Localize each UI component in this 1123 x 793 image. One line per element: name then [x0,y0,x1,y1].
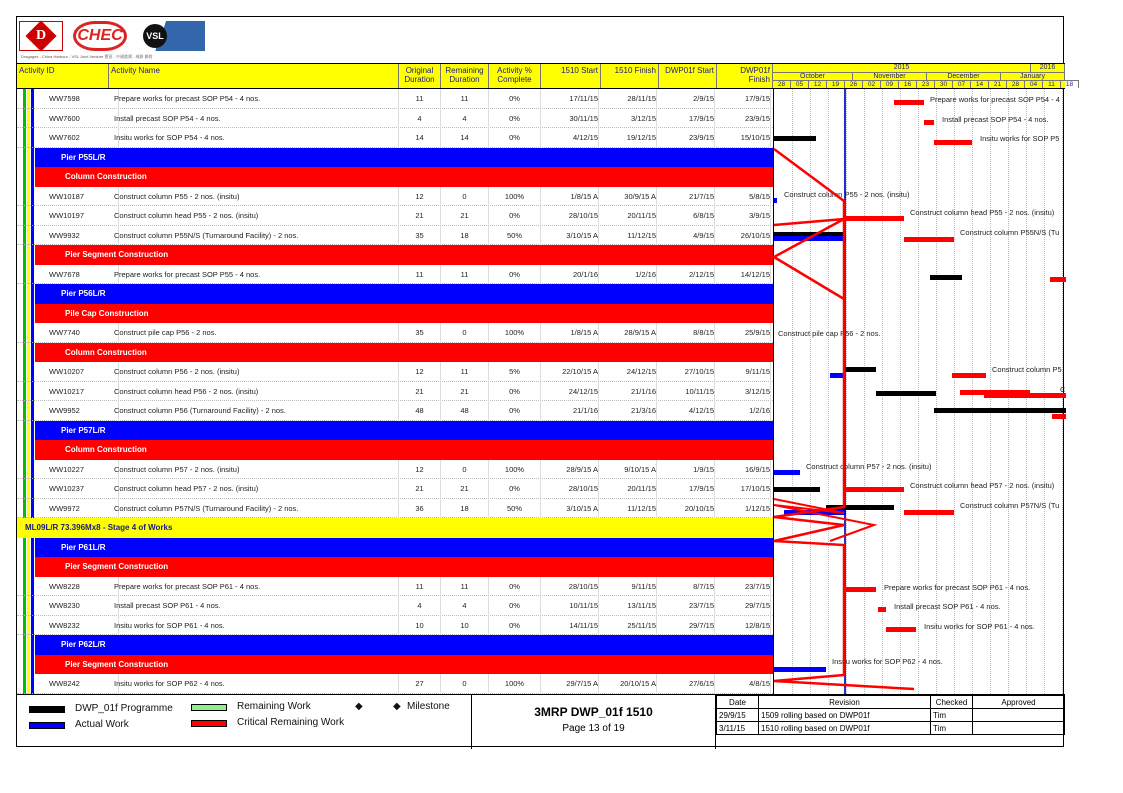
critical-swatch [191,720,227,727]
timeline-header [773,64,1074,88]
cell-rd: 4 [441,109,489,129]
cell-rd: 11 [441,577,489,597]
bar-label: Construct column P55 - 2 nos. (insitu) [784,189,910,199]
cell-s: 10/11/15 [541,596,599,616]
page-number: Page 13 of 19 [562,723,625,734]
year-label: 2015 [773,64,1031,72]
cell-id: WW9932 [39,226,119,246]
cell-id: WW9952 [39,401,119,421]
cell-f: 25/11/15 [601,616,657,636]
cell-name: Install precast SOP P61 - 4 nos. [112,596,399,616]
bar-label: Insitu works for SOP P61 - 4 nos. [924,621,1035,631]
bar-label: C [1060,384,1066,394]
week-label: 14 [971,80,989,88]
table-row[interactable] [17,128,773,148]
cell-f: 21/1/16 [601,382,657,402]
cell-id: WW7600 [39,109,119,129]
cell-rd: 48 [441,401,489,421]
cell-name: Install precast SOP P54 - 4 nos. [112,109,399,129]
cell-id: WW7598 [39,89,119,109]
table-row[interactable] [17,479,773,499]
cell-df: 14/12/15 [717,265,771,285]
cell-rd: 21 [441,206,489,226]
table-row[interactable] [17,499,773,519]
rev-checked: Tim [931,709,973,722]
table-row[interactable] [17,323,773,343]
cell-name: Prepare works for precast SOP P55 - 4 nos. [112,265,399,285]
cell-ds: 17/9/15 [659,479,715,499]
cell-rd: 0 [441,187,489,207]
cell-rd: 0 [441,674,489,694]
cell-name: Construct column head P56 - 2 nos. (insitu) [112,382,399,402]
cell-od: 11 [399,89,441,109]
stage-header[interactable]: ML09L/R 73.396Mx8 - Stage 4 of Works [17,518,773,538]
cell-df: 17/10/15 [717,479,771,499]
table-row[interactable] [17,206,773,226]
legend-footer [17,694,1065,748]
legend-programme: DWP_01f Programme [75,703,173,714]
cell-f: 20/11/15 [601,479,657,499]
progress-line [774,149,914,689]
wbs-group-header[interactable]: Pier P62L/R [35,635,773,655]
progress-line [774,499,874,541]
table-row[interactable] [17,616,773,636]
cell-od: 11 [399,577,441,597]
cell-s: 30/11/15 [541,109,599,129]
week-label: 16 [899,80,917,88]
cell-pct: 0% [489,382,541,402]
wbs-subgroup-header[interactable]: Column Construction [35,167,773,187]
cell-f: 20/10/15 A [601,674,657,694]
cell-ds: 21/7/15 [659,187,715,207]
cell-ds: 27/6/15 [659,674,715,694]
year-label: 2016 [1031,64,1065,72]
cell-s: 3/10/15 A [541,226,599,246]
cell-name: Construct column P56 - 2 nos. (insitu) [112,362,399,382]
logo-header [17,17,317,63]
timeline-area [773,89,1065,694]
bar-label: Construct column head P57 - 2 nos. (insitu) [910,481,1055,490]
cell-ds: 8/7/15 [659,577,715,597]
cell-rd: 18 [441,499,489,519]
legend-remaining: Remaining Work [237,701,311,712]
bar-label: Construct column P5 [992,365,1062,374]
table-row[interactable] [17,265,773,285]
cell-name: Construct column P57N/S (Turnaround Facility) - 2 nos. [112,499,399,519]
cell-pct: 0% [489,401,541,421]
cell-od: 21 [399,479,441,499]
week-label: 19 [827,80,845,88]
header-activity-pct[interactable]: Activity % Complete [489,64,541,88]
cell-od: 10 [399,616,441,636]
wbs-subgroup-header[interactable]: Pile Cap Construction [35,304,773,324]
cell-pct: 100% [489,674,541,694]
cell-id: WW7602 [39,128,119,148]
cell-f: 20/11/15 [601,206,657,226]
cell-pct: 0% [489,206,541,226]
cell-df: 29/7/15 [717,596,771,616]
table-row[interactable] [17,362,773,382]
rev-header-date: Date [717,696,759,709]
cell-s: 22/10/15 A [541,362,599,382]
cell-rd: 10 [441,616,489,636]
cell-ds: 10/11/15 [659,382,715,402]
cell-ds: 29/7/15 [659,616,715,636]
bar-label: Construct column P57N/S (Tu [960,500,1060,510]
cell-ds: 6/8/15 [659,206,715,226]
month-label: December [927,72,1001,80]
wbs-group-header[interactable]: Pier P61L/R [35,538,773,558]
table-row[interactable] [17,577,773,597]
bar-label: Install precast SOP P61 - 4 nos. [894,602,1001,611]
cell-pct: 5% [489,362,541,382]
cell-rd: 18 [441,226,489,246]
cell-pct: 0% [489,616,541,636]
cell-od: 35 [399,226,441,246]
cell-name: Construct column head P57 - 2 nos. (insitu) [112,479,399,499]
cell-pct: 0% [489,128,541,148]
cell-df: 26/10/15 [717,226,771,246]
cell-name: Insitu works for SOP P61 - 4 nos. [112,616,399,636]
cell-name: Construct column P55 - 2 nos. (insitu) [112,187,399,207]
cell-f: 3/12/15 [601,109,657,129]
cell-f: 28/9/15 A [601,323,657,343]
table-row[interactable] [17,226,773,246]
cell-ds: 2/12/15 [659,265,715,285]
rev-text: 1510 rolling based on DWP01f [759,722,931,735]
bar-label: Construct column head P55 - 2 nos. (insitu) [910,208,1055,217]
sheet-title: 3MRP DWP_01f 1510 [534,705,653,719]
cell-s: 21/1/16 [541,401,599,421]
table-row[interactable] [17,674,773,694]
milestone-diamond-icon: ◆ [393,701,401,712]
schedule-body [17,89,1065,694]
week-label: 18 [1061,80,1079,88]
cell-df: 5/8/15 [717,187,771,207]
cell-od: 14 [399,128,441,148]
cell-s: 28/10/15 [541,479,599,499]
cell-df: 1/2/16 [717,401,771,421]
cell-name: Construct column P56 (Turnaround Facility) - 2 nos. [112,401,399,421]
cell-f: 28/11/15 [601,89,657,109]
cell-f: 19/12/15 [601,128,657,148]
rev-approved [973,722,1065,735]
rev-date: 29/9/15 [717,709,759,722]
legend-critical: Critical Remaining Work [237,717,345,728]
cell-od: 12 [399,187,441,207]
rev-header-checked: Checked [931,696,973,709]
cell-od: 35 [399,323,441,343]
programme-swatch [29,706,65,713]
week-label: 28 [773,80,791,88]
cell-df: 12/8/15 [717,616,771,636]
rev-header-approved: Approved [973,696,1065,709]
cell-rd: 21 [441,479,489,499]
cell-pct: 0% [489,265,541,285]
cell-s: 17/11/15 [541,89,599,109]
cell-f: 13/11/15 [601,596,657,616]
bar-label: Construct column P55N/S (Tu [960,227,1060,237]
rev-checked: Tim [931,722,973,735]
cell-s: 28/10/15 [541,206,599,226]
cell-id: WW9972 [39,499,119,519]
wbs-subgroup-header[interactable]: Column Construction [35,343,773,363]
week-label: 07 [953,80,971,88]
cell-df: 25/9/15 [717,323,771,343]
cell-f: 30/9/15 A [601,187,657,207]
bar-label: Construct column P57 - 2 nos. (insitu) [806,461,932,471]
cell-ds: 1/9/15 [659,460,715,480]
cell-id: WW10217 [39,382,119,402]
cell-df: 23/7/15 [717,577,771,597]
table-row[interactable] [17,401,773,421]
month-label: October [773,72,853,80]
cell-f: 21/3/16 [601,401,657,421]
cell-pct: 100% [489,187,541,207]
cell-ds: 23/7/15 [659,596,715,616]
header-1510-start[interactable]: 1510 Start [541,64,601,88]
cell-id: WW10207 [39,362,119,382]
wbs-subgroup-header[interactable]: Pier Segment Construction [35,245,773,265]
cell-name: Prepare works for precast SOP P54 - 4 nos. [112,89,399,109]
cell-ds: 4/12/15 [659,401,715,421]
cell-df: 3/9/15 [717,206,771,226]
cell-id: WW8230 [39,596,119,616]
legend-actual: Actual Work [75,719,129,730]
bar-label: Prepare works for precast SOP P54 - 4 [930,95,1060,104]
week-label: 26 [845,80,863,88]
cell-ds: 8/8/15 [659,323,715,343]
week-label: 02 [863,80,881,88]
cell-id: WW8242 [39,674,119,694]
bar-label: Prepare works for precast SOP P61 - 4 nos. [884,582,1031,592]
cell-s: 1/8/15 A [541,323,599,343]
cell-pct: 50% [489,499,541,519]
week-label: 04 [1025,80,1043,88]
cell-ds: 27/10/15 [659,362,715,382]
dragages-logo-icon: D [19,21,63,51]
legend-milestone: Milestone [407,701,450,712]
logo-caption: Dragages - China Harbour - VSL Joint Venture 寶嘉 - 中國港灣 - 威勝 聯營 [21,54,153,59]
cell-rd: 11 [441,362,489,382]
cell-od: 36 [399,499,441,519]
cell-pct: 50% [489,226,541,246]
wbs-group-header[interactable]: Pier P57L/R [35,421,773,441]
cell-od: 48 [399,401,441,421]
header-original-duration[interactable]: Original Duration [399,64,441,88]
cell-df: 9/11/15 [717,362,771,382]
table-row[interactable] [17,596,773,616]
vsl-logo-icon: VSL [133,21,205,51]
cell-od: 27 [399,674,441,694]
wbs-subgroup-header[interactable]: Pier Segment Construction [35,655,773,675]
cell-rd: 0 [441,460,489,480]
cell-od: 12 [399,460,441,480]
week-label: 05 [791,80,809,88]
week-label: 11 [1043,80,1061,88]
week-label: 23 [917,80,935,88]
header-remaining-duration[interactable]: Remaining Duration [441,64,489,88]
cell-name: Construct column P57 - 2 nos. (insitu) [112,460,399,480]
month-label: November [853,72,927,80]
cell-id: WW10237 [39,479,119,499]
chec-logo-icon: CHEC [73,21,127,51]
cell-ds: 17/9/15 [659,109,715,129]
cell-od: 4 [399,109,441,129]
cell-od: 4 [399,596,441,616]
bar-label: Insitu works for SOP P62 - 4 nos. [832,656,943,666]
week-label: 21 [989,80,1007,88]
cell-s: 14/11/15 [541,616,599,636]
cell-name: Construct column head P55 - 2 nos. (insitu) [112,206,399,226]
cell-f: 9/10/15 A [601,460,657,480]
cell-id: WW10197 [39,206,119,226]
cell-s: 24/12/15 [541,382,599,402]
wbs-subgroup-header[interactable]: Column Construction [35,440,773,460]
cell-pct: 0% [489,577,541,597]
cell-od: 11 [399,265,441,285]
cell-s: 29/7/15 A [541,674,599,694]
cell-df: 3/12/15 [717,382,771,402]
cell-rd: 14 [441,128,489,148]
table-row[interactable] [17,382,773,402]
header-activity-id[interactable]: Activity ID [17,64,109,88]
gantt-sheet [16,16,1074,747]
cell-rd: 21 [441,382,489,402]
bar-label: Insitu works for SOP P5 [980,134,1060,143]
cell-s: 3/10/15 A [541,499,599,519]
cell-od: 21 [399,382,441,402]
month-label: January [1001,72,1065,80]
cell-ds: 2/9/15 [659,89,715,109]
cell-pct: 0% [489,596,541,616]
cell-id: WW7740 [39,323,119,343]
cell-s: 28/9/15 A [541,460,599,480]
cell-name: Construct column P55N/S (Turnaround Facility) - 2 nos. [112,226,399,246]
header-dwp-finish[interactable]: DWP01f Finish [717,64,773,88]
progress-link-lines [774,89,1066,694]
rev-header-revision: Revision [759,696,931,709]
week-label: 28 [1007,80,1025,88]
cell-od: 12 [399,362,441,382]
cell-df: 23/9/15 [717,109,771,129]
rev-date: 3/11/15 [717,722,759,735]
cell-rd: 0 [441,323,489,343]
cell-name: Prepare works for precast SOP P61 - 4 nos. [112,577,399,597]
cell-rd: 11 [441,89,489,109]
cell-name: Insitu works for SOP P54 - 4 nos. [112,128,399,148]
cell-s: 20/1/16 [541,265,599,285]
week-label: 12 [809,80,827,88]
cell-name: Construct pile cap P56 - 2 nos. [112,323,399,343]
cell-id: WW10227 [39,460,119,480]
week-label: 09 [881,80,899,88]
cell-id: WW10187 [39,187,119,207]
header-dwp-start[interactable]: DWP01f Start [659,64,717,88]
week-label: 30 [935,80,953,88]
bar-label: Construct pile cap P56 - 2 nos. [778,329,881,338]
cell-od: 21 [399,206,441,226]
milestone-icon: ◆ [355,701,363,712]
wbs-subgroup-header[interactable]: Pier Segment Construction [35,557,773,577]
cell-id: WW8232 [39,616,119,636]
cell-f: 1/2/16 [601,265,657,285]
bar-label: Install precast SOP P54 - 4 nos. [942,114,1049,124]
cell-rd: 11 [441,265,489,285]
revision-table [716,695,1065,749]
table-row[interactable] [17,89,773,109]
cell-df: 4/8/15 [717,674,771,694]
rev-approved [973,709,1065,722]
cell-id: WW8228 [39,577,119,597]
title-block [471,695,716,749]
cell-pct: 100% [489,323,541,343]
cell-pct: 0% [489,479,541,499]
cell-df: 15/10/15 [717,128,771,148]
cell-s: 1/8/15 A [541,187,599,207]
remaining-swatch [191,704,227,711]
cell-s: 28/10/15 [541,577,599,597]
cell-ds: 4/9/15 [659,226,715,246]
wbs-group-header[interactable]: Pier P56L/R [35,284,773,304]
cell-pct: 100% [489,460,541,480]
progress-line [774,219,844,299]
cell-rd: 4 [441,596,489,616]
cell-df: 17/9/15 [717,89,771,109]
column-header [17,63,1074,89]
header-activity-name[interactable]: Activity Name [109,64,399,88]
header-1510-finish[interactable]: 1510 Finish [601,64,659,88]
cell-f: 9/11/15 [601,577,657,597]
cell-pct: 0% [489,109,541,129]
cell-f: 11/12/15 [601,226,657,246]
cell-ds: 23/9/15 [659,128,715,148]
cell-name: Insitu works for SOP P62 - 4 nos. [112,674,399,694]
cell-ds: 20/10/15 [659,499,715,519]
cell-f: 24/12/15 [601,362,657,382]
table-row[interactable] [17,109,773,129]
cell-df: 16/9/15 [717,460,771,480]
cell-df: 1/12/15 [717,499,771,519]
rev-text: 1509 rolling based on DWP01f [759,709,931,722]
cell-pct: 0% [489,89,541,109]
actual-swatch [29,722,65,729]
table-row[interactable] [17,187,773,207]
table-row[interactable] [17,460,773,480]
wbs-group-header[interactable]: Pier P55L/R [35,148,773,168]
cell-f: 11/12/15 [601,499,657,519]
cell-id: WW7678 [39,265,119,285]
cell-s: 4/12/15 [541,128,599,148]
